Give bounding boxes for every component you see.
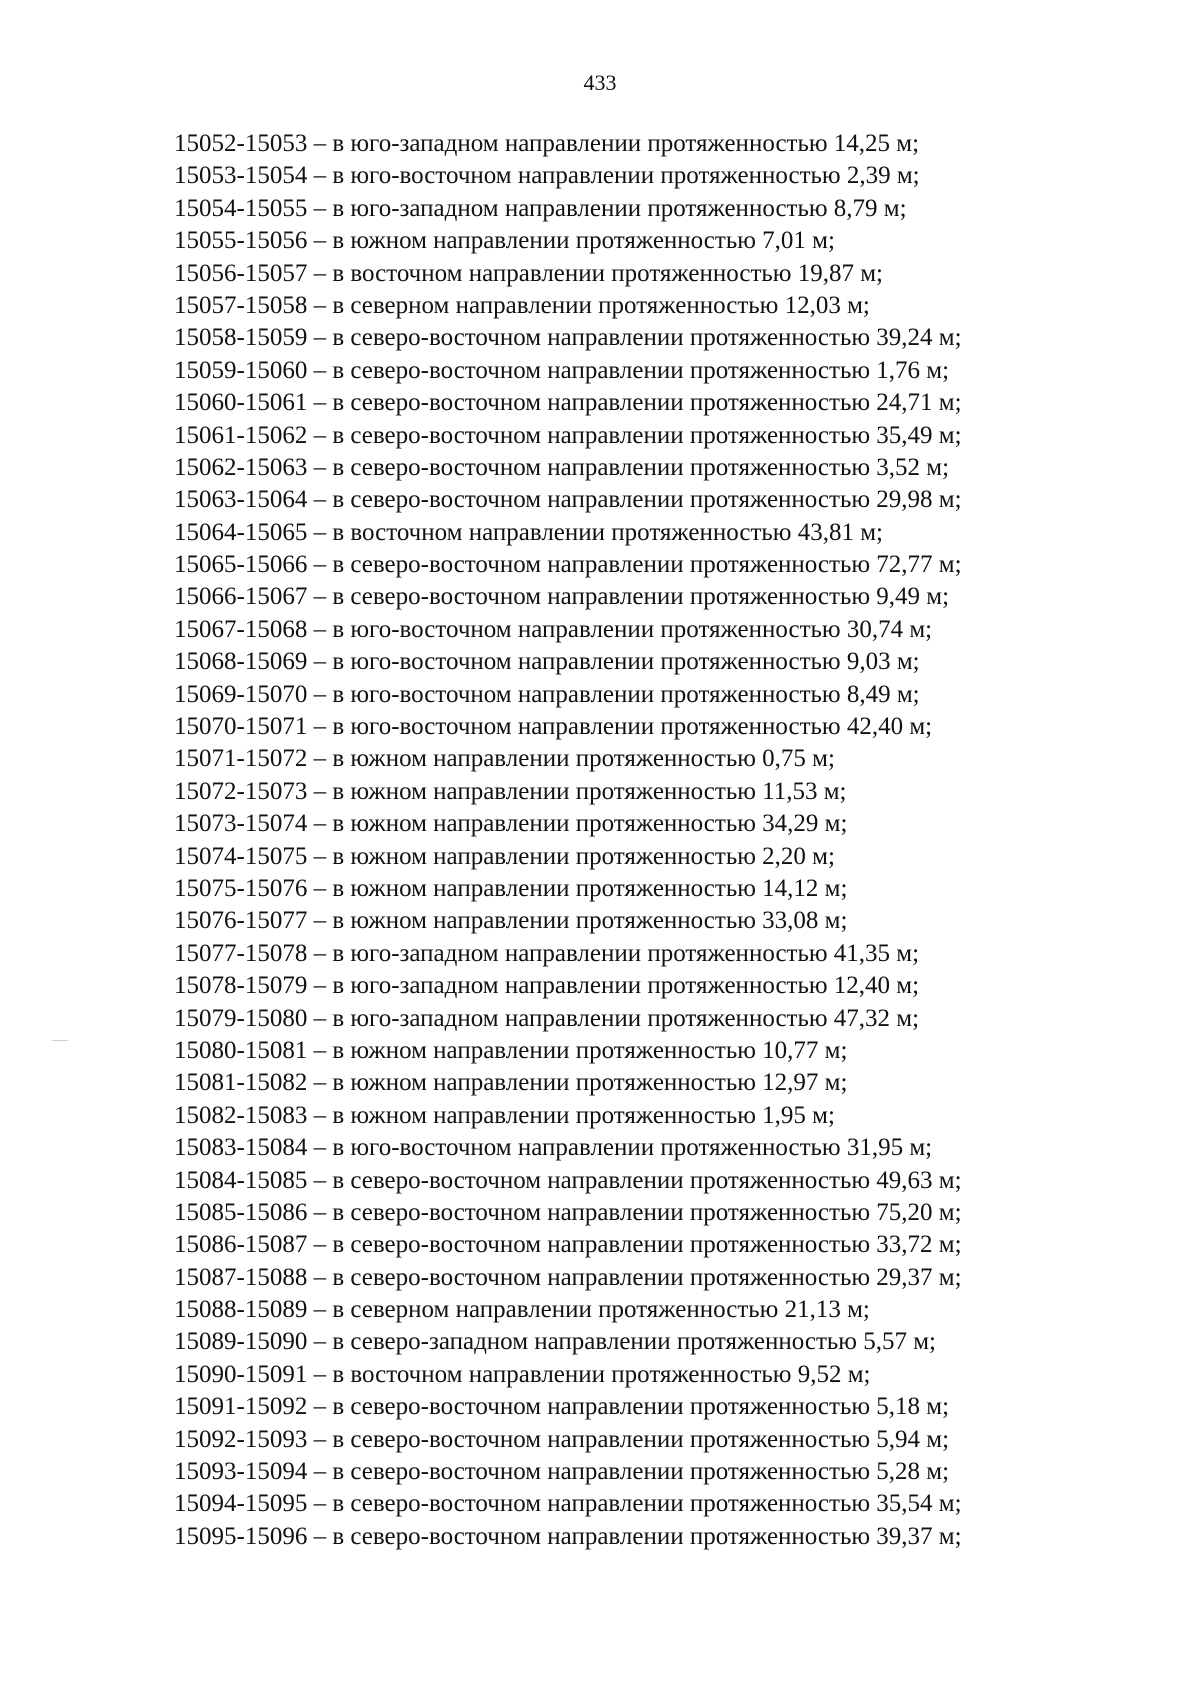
boundary-segment-line: 15090-15091 – в восточном направлении протяженностью 9,52 м; bbox=[174, 1360, 871, 1388]
page-number: 433 bbox=[583, 70, 617, 95]
boundary-segment-line: 15064-15065 – в восточном направлении протяженностью 43,81 м; bbox=[174, 518, 883, 546]
boundary-segment-line: 15063-15064 – в северо-восточном направлении протяженностью 29,98 м; bbox=[174, 486, 962, 514]
boundary-segment-line: 15058-15059 – в северо-восточном направлении протяженностью 39,24 м; bbox=[174, 324, 962, 352]
boundary-segment-line: 15057-15058 – в северном направлении протяженностью 12,03 м; bbox=[174, 291, 870, 319]
boundary-segment-line: 15094-15095 – в северо-восточном направлении протяженностью 35,54 м; bbox=[174, 1490, 962, 1518]
boundary-segment-line: 15075-15076 – в южном направлении протяженностью 14,12 м; bbox=[174, 874, 848, 902]
boundary-segment-line: 15089-15090 – в северо-западном направлении протяженностью 5,57 м; bbox=[174, 1328, 936, 1356]
boundary-segment-line: 15091-15092 – в северо-восточном направлении протяженностью 5,18 м; bbox=[174, 1393, 950, 1421]
boundary-segment-line: 15061-15062 – в северо-восточном направлении протяженностью 35,49 м; bbox=[174, 421, 962, 449]
boundary-segment-line: 15062-15063 – в северо-восточном направлении протяженностью 3,52 м; bbox=[174, 453, 950, 481]
boundary-segment-line: 15054-15055 – в юго-западном направлении протяженностью 8,79 м; bbox=[174, 194, 907, 222]
boundary-segment-line: 15095-15096 – в северо-восточном направлении протяженностью 39,37 м; bbox=[174, 1522, 962, 1550]
boundary-segment-line: 15086-15087 – в северо-восточном направлении протяженностью 33,72 м; bbox=[174, 1231, 962, 1259]
boundary-segment-line: 15068-15069 – в юго-восточном направлении протяженностью 9,03 м; bbox=[174, 648, 920, 676]
boundary-segment-line: 15060-15061 – в северо-восточном направлении протяженностью 24,71 м; bbox=[174, 389, 962, 417]
boundary-segment-line: 15085-15086 – в северо-восточном направлении протяженностью 75,20 м; bbox=[174, 1198, 962, 1226]
boundary-segment-line: 15067-15068 – в юго-восточном направлении протяженностью 30,74 м; bbox=[174, 615, 933, 643]
boundary-description-list bbox=[174, 128, 1154, 1553]
boundary-segment-line: 15052-15053 – в юго-западном направлении протяженностью 14,25 м; bbox=[174, 130, 920, 157]
boundary-segment-line: 15059-15060 – в северо-восточном направлении протяженностью 1,76 м; bbox=[174, 356, 950, 384]
boundary-segment-line: 15084-15085 – в северо-восточном направлении протяженностью 49,63 м; bbox=[174, 1166, 962, 1194]
boundary-segment-line: 15071-15072 – в южном направлении протяженностью 0,75 м; bbox=[174, 745, 835, 773]
scan-artifact bbox=[52, 1040, 68, 1041]
boundary-segment-line: 15087-15088 – в северо-восточном направлении протяженностью 29,37 м; bbox=[174, 1263, 962, 1291]
boundary-segment-line: 15077-15078 – в юго-западном направлении протяженностью 41,35 м; bbox=[174, 939, 920, 967]
boundary-segment-line: 15070-15071 – в юго-восточном направлении протяженностью 42,40 м; bbox=[174, 713, 933, 741]
boundary-segment-line: 15055-15056 – в южном направлении протяженностью 7,01 м; bbox=[174, 227, 835, 255]
boundary-segment-line: 15082-15083 – в южном направлении протяженностью 1,95 м; bbox=[174, 1101, 835, 1129]
boundary-segment-line: 15081-15082 – в южном направлении протяженностью 12,97 м; bbox=[174, 1069, 848, 1097]
boundary-segment-line: 15056-15057 – в восточном направлении протяженностью 19,87 м; bbox=[174, 259, 883, 287]
boundary-segment-line: 15078-15079 – в юго-западном направлении протяженностью 12,40 м; bbox=[174, 972, 920, 1000]
boundary-segment-line: 15074-15075 – в южном направлении протяженностью 2,20 м; bbox=[174, 842, 835, 870]
boundary-segment-line: 15069-15070 – в юго-восточном направлении протяженностью 8,49 м; bbox=[174, 680, 920, 708]
boundary-segment-line: 15080-15081 – в южном направлении протяженностью 10,77 м; bbox=[174, 1036, 848, 1064]
boundary-segment-line: 15066-15067 – в северо-восточном направлении протяженностью 9,49 м; bbox=[174, 583, 950, 611]
boundary-segment-line: 15088-15089 – в северном направлении протяженностью 21,13 м; bbox=[174, 1296, 870, 1324]
boundary-segment-line: 15053-15054 – в юго-восточном направлении протяженностью 2,39 м; bbox=[174, 162, 920, 190]
boundary-segment-line: 15083-15084 – в юго-восточном направлении протяженностью 31,95 м; bbox=[174, 1134, 933, 1162]
boundary-segment-line: 15072-15073 – в южном направлении протяженностью 11,53 м; bbox=[174, 777, 847, 805]
boundary-segment-line: 15073-15074 – в южном направлении протяженностью 34,29 м; bbox=[174, 810, 848, 838]
boundary-segment-line: 15079-15080 – в юго-западном направлении протяженностью 47,32 м; bbox=[174, 1004, 920, 1032]
boundary-segment-line: 15065-15066 – в северо-восточном направлении протяженностью 72,77 м; bbox=[174, 551, 962, 579]
boundary-segment-line: 15076-15077 – в южном направлении протяженностью 33,08 м; bbox=[174, 907, 848, 935]
boundary-segment-line: 15093-15094 – в северо-восточном направлении протяженностью 5,28 м; bbox=[174, 1458, 950, 1486]
boundary-segment-line: 15092-15093 – в северо-восточном направлении протяженностью 5,94 м; bbox=[174, 1425, 950, 1453]
